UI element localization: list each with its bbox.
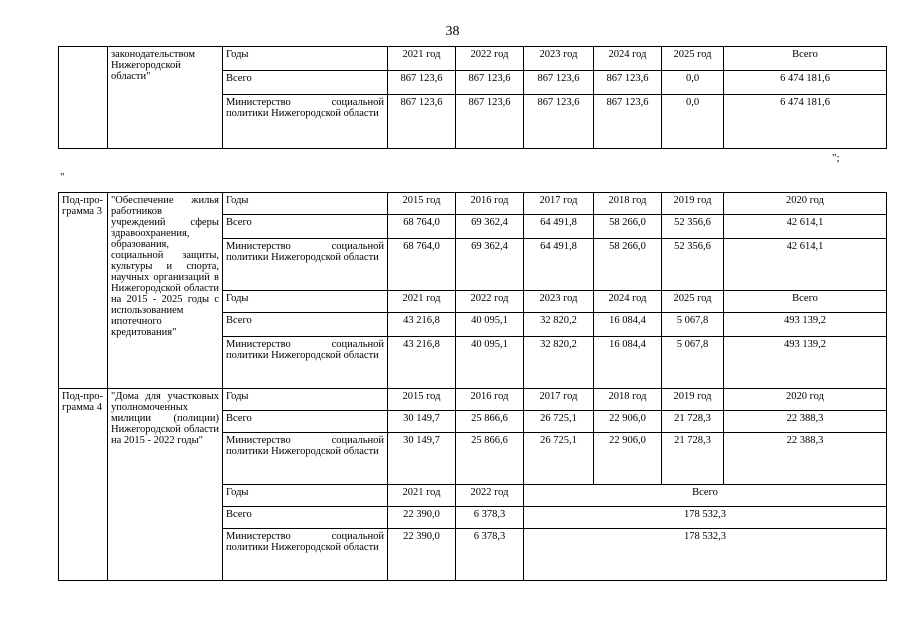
value-cell: 42 614,1 — [724, 239, 887, 291]
value-cell: 493 139,2 — [724, 337, 887, 389]
table-subprograms — [58, 192, 887, 581]
value-cell: 2021 год — [388, 291, 456, 313]
value-cell: 0,0 — [662, 71, 724, 95]
value-cell: 21 728,3 — [662, 433, 724, 485]
value-cell: 26 725,1 — [524, 433, 594, 485]
subprogram-code-cell: Под-про-грамма 4 — [59, 389, 108, 581]
value-cell: 69 362,4 — [456, 215, 524, 239]
row-label: Годы — [223, 193, 388, 215]
value-cell: 867 123,6 — [524, 71, 594, 95]
value-cell: 22 390,0 — [388, 529, 456, 581]
value-cell: 42 614,1 — [724, 215, 887, 239]
value-cell: 64 491,8 — [524, 215, 594, 239]
value-cell: 0,0 — [662, 95, 724, 149]
subprogram-name-cell: "Обеспечение жилья работников учреждений сферы здравоохранения, образования, социальной защиты, культуры и спорта, научных организаций в Нижегородской области на 2015 - 2025 годы с использованием ипотечного кредитования" — [108, 193, 223, 389]
value-cell: 2022 год — [456, 47, 524, 71]
value-cell: 2015 год — [388, 193, 456, 215]
value-cell: 867 123,6 — [456, 95, 524, 149]
value-cell: 25 866,6 — [456, 433, 524, 485]
value-cell: 30 149,7 — [388, 411, 456, 433]
value-cell: 68 764,0 — [388, 239, 456, 291]
value-cell: 2024 год — [594, 291, 662, 313]
value-cell: 2021 год — [388, 47, 456, 71]
value-cell: 69 362,4 — [456, 239, 524, 291]
value-cell: 2021 год — [388, 485, 456, 507]
opening-quote: " — [60, 171, 65, 183]
value-cell: 25 866,6 — [456, 411, 524, 433]
value-cell: 26 725,1 — [524, 411, 594, 433]
value-cell: 2023 год — [524, 291, 594, 313]
code-cell — [59, 47, 108, 149]
value-cell: 30 149,7 — [388, 433, 456, 485]
value-cell: 43 216,8 — [388, 313, 456, 337]
program-name-cell: законодательством Нижегородской области" — [108, 47, 223, 149]
row-label: Министерство социальной политики Нижегородской области — [223, 95, 388, 149]
value-cell: 2016 год — [456, 193, 524, 215]
value-cell: 40 095,1 — [456, 313, 524, 337]
row-label: Годы — [223, 291, 388, 313]
page-number: 38 — [445, 24, 460, 39]
value-cell: 2018 год — [594, 193, 662, 215]
value-cell: 6 474 181,6 — [724, 95, 887, 149]
value-cell: 2016 год — [456, 389, 524, 411]
total-cell: Всего — [524, 485, 887, 507]
value-cell: 2022 год — [456, 485, 524, 507]
value-cell: 5 067,8 — [662, 337, 724, 389]
value-cell: 52 356,6 — [662, 215, 724, 239]
value-cell: 2018 год — [594, 389, 662, 411]
value-cell: 2017 год — [524, 193, 594, 215]
row-label: Министерство социальной политики Нижегородской области — [223, 337, 388, 389]
value-cell: 2025 год — [662, 291, 724, 313]
value-cell: 21 728,3 — [662, 411, 724, 433]
value-cell: 2017 год — [524, 389, 594, 411]
value-cell: 867 123,6 — [456, 71, 524, 95]
row-label: Годы — [223, 485, 388, 507]
row-label: Всего — [223, 71, 388, 95]
value-cell: 867 123,6 — [594, 71, 662, 95]
value-cell: 867 123,6 — [594, 95, 662, 149]
value-cell: 2019 год — [662, 193, 724, 215]
value-cell: 2022 год — [456, 291, 524, 313]
value-cell: 22 390,0 — [388, 507, 456, 529]
value-cell: 5 067,8 — [662, 313, 724, 337]
value-cell: 867 123,6 — [388, 71, 456, 95]
value-cell: 52 356,6 — [662, 239, 724, 291]
value-cell: 68 764,0 — [388, 215, 456, 239]
value-cell: 58 266,0 — [594, 239, 662, 291]
value-cell: 16 084,4 — [594, 313, 662, 337]
value-cell: 2025 год — [662, 47, 724, 71]
row-label: Министерство социальной политики Нижегородской области — [223, 239, 388, 291]
value-cell: 867 123,6 — [388, 95, 456, 149]
row-label: Всего — [223, 215, 388, 239]
value-cell: 16 084,4 — [594, 337, 662, 389]
value-cell: 2023 год — [524, 47, 594, 71]
value-cell: 58 266,0 — [594, 215, 662, 239]
table-program-continuation — [58, 46, 887, 149]
row-label: Всего — [223, 411, 388, 433]
table-row — [59, 389, 887, 411]
value-cell: 2020 год — [724, 389, 887, 411]
value-cell: 2015 год — [388, 389, 456, 411]
value-cell: Всего — [724, 291, 887, 313]
value-cell: 6 474 181,6 — [724, 71, 887, 95]
total-cell: 178 532,3 — [524, 507, 887, 529]
value-cell: Всего — [724, 47, 887, 71]
value-cell: 43 216,8 — [388, 337, 456, 389]
value-cell: 32 820,2 — [524, 313, 594, 337]
value-cell: 6 378,3 — [456, 507, 524, 529]
row-label: Министерство социальной политики Нижегородской области — [223, 529, 388, 581]
closing-quote: "; — [832, 152, 840, 164]
value-cell: 22 906,0 — [594, 411, 662, 433]
value-cell: 6 378,3 — [456, 529, 524, 581]
value-cell: 867 123,6 — [524, 95, 594, 149]
row-label: Всего — [223, 313, 388, 337]
value-cell: 22 906,0 — [594, 433, 662, 485]
row-label: Всего — [223, 507, 388, 529]
value-cell: 22 388,3 — [724, 433, 887, 485]
value-cell: 64 491,8 — [524, 239, 594, 291]
value-cell: 32 820,2 — [524, 337, 594, 389]
value-cell: 2024 год — [594, 47, 662, 71]
row-label: Годы — [223, 389, 388, 411]
row-label: Министерство социальной политики Нижегородской области — [223, 433, 388, 485]
value-cell: 2019 год — [662, 389, 724, 411]
subprogram-name-cell: "Дома для участковых уполномоченных милиции (полиции) Нижегородской области на 2015 - 2022 годы" — [108, 389, 223, 581]
value-cell: 40 095,1 — [456, 337, 524, 389]
table-row — [59, 193, 887, 215]
table-row — [59, 47, 887, 71]
value-cell: 493 139,2 — [724, 313, 887, 337]
value-cell: 2020 год — [724, 193, 887, 215]
subprogram-code-cell: Под-про-грамма 3 — [59, 193, 108, 389]
row-label: Годы — [223, 47, 388, 71]
value-cell: 22 388,3 — [724, 411, 887, 433]
total-cell: 178 532,3 — [524, 529, 887, 581]
